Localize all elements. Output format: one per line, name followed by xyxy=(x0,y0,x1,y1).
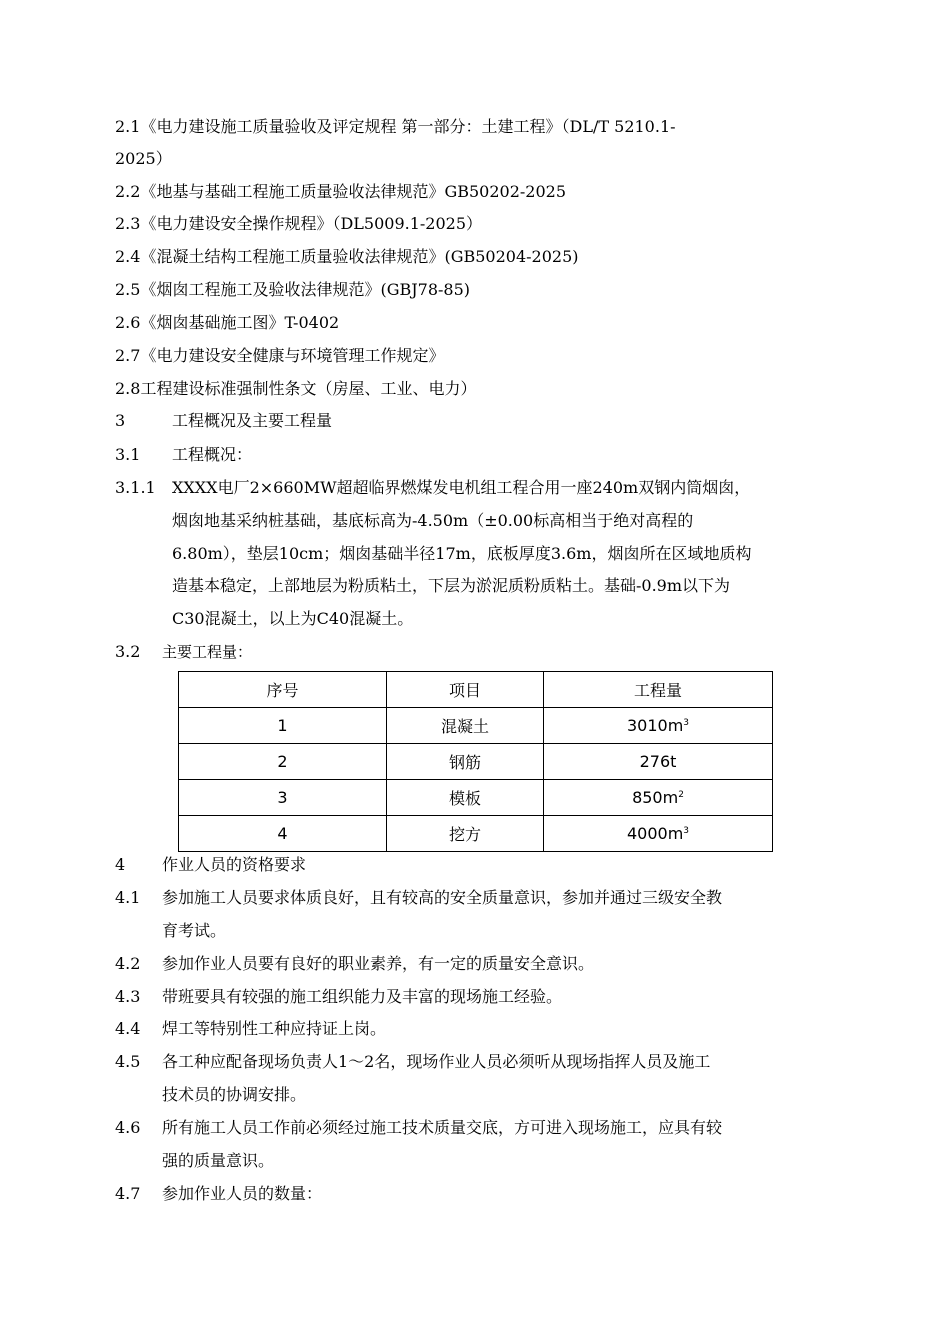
section-4-5-line1: 各工种应配备现场负责人1～2名，现场作业人员必须听从现场指挥人员及施工 xyxy=(162,1052,711,1071)
section-3-1-1-line5: C30混凝土，以上为C40混凝土。 xyxy=(172,609,414,628)
section-3-title: 工程概况及主要工程量 xyxy=(172,411,333,430)
section-3-2-number: 3.2 xyxy=(115,642,141,661)
table-header-row xyxy=(179,672,773,708)
section-3-number: 3 xyxy=(115,411,126,430)
section-4-5-line2: 技术员的协调安排。 xyxy=(162,1085,307,1104)
section-3-2-title: 主要工程量： xyxy=(162,643,253,661)
ref-2-1-line2: 2025） xyxy=(115,149,172,168)
cell-qty xyxy=(544,780,773,816)
qty-value: 3010m xyxy=(626,716,684,735)
section-3-1-number: 3.1 xyxy=(115,445,141,464)
cell-item: 模板 xyxy=(387,780,544,816)
section-4-3-line1: 带班要具有较强的施工组织能力及丰富的现场施工经验。 xyxy=(162,987,563,1006)
section-4-4-number: 4.4 xyxy=(115,1019,141,1038)
section-4-1-line1: 参加施工人员要求体质良好，且有较高的安全质量意识，参加并通过三级安全教 xyxy=(162,888,723,907)
cell-qty xyxy=(544,708,773,744)
section-4-1-number: 4.1 xyxy=(115,888,141,907)
ref-2-6: 2.6《烟囱基础施工图》T-0402 xyxy=(115,313,340,332)
quantity-table xyxy=(178,671,773,852)
ref-2-4: 2.4《混凝土结构工程施工质量验收法律规范》(GB50204-2025) xyxy=(115,247,579,266)
cell-no: 1 xyxy=(179,708,387,744)
qty-value: 4000m xyxy=(626,824,684,843)
cell-no: 3 xyxy=(179,780,387,816)
section-4-5-number: 4.5 xyxy=(115,1052,141,1071)
section-4-2-number: 4.2 xyxy=(115,954,141,973)
section-3-1-1-line2: 烟囱地基采纳桩基础，基底标高为-4.50m（±0.00标高相当于绝对高程的 xyxy=(172,511,694,530)
cell-no: 2 xyxy=(179,744,387,780)
qty-value: 850m xyxy=(632,788,679,807)
cell-no: 4 xyxy=(179,816,387,852)
header-item: 项目 xyxy=(387,672,544,708)
table-row xyxy=(179,780,773,816)
ref-2-2: 2.2《地基与基础工程施工质量验收法律规范》GB50202-2025 xyxy=(115,182,567,201)
ref-2-7: 2.7《电力建设安全健康与环境管理工作规定》 xyxy=(115,346,445,365)
section-4-4-line1: 焊工等特别性工种应持证上岗。 xyxy=(162,1019,387,1038)
header-no: 序号 xyxy=(179,672,387,708)
ref-2-5: 2.5《烟囱工程施工及验收法律规范》(GBJ78-85) xyxy=(115,280,471,299)
section-4-7-line1: 参加作业人员的数量： xyxy=(162,1184,323,1203)
section-4-1-line2: 育考试。 xyxy=(162,921,227,940)
section-4-6-line1: 所有施工人员工作前必须经过施工技术质量交底，方可进入现场施工，应具有较 xyxy=(162,1118,723,1137)
qty-unit-exponent: 3 xyxy=(683,826,690,836)
section-3-1-title: 工程概况： xyxy=(172,445,253,464)
cell-qty xyxy=(544,816,773,852)
section-4-6-number: 4.6 xyxy=(115,1118,141,1137)
section-4-3-number: 4.3 xyxy=(115,987,141,1006)
cell-item: 钢筋 xyxy=(387,744,544,780)
header-qty: 工程量 xyxy=(544,672,773,708)
qty-unit-exponent: 3 xyxy=(683,718,690,728)
qty-value: 276t xyxy=(639,752,677,771)
section-3-1-1-line3: 6.80m），垫层10cm；烟囱基础半径17m，底板厚度3.6m，烟囱所在区域地质构 xyxy=(172,544,752,563)
section-4-6-line2: 强的质量意识。 xyxy=(162,1151,275,1170)
section-4-7-number: 4.7 xyxy=(115,1184,141,1203)
section-4-2-line1: 参加作业人员要有良好的职业素养，有一定的质量安全意识。 xyxy=(162,954,595,973)
ref-2-8: 2.8工程建设标准强制性条文（房屋、工业、电力） xyxy=(115,379,477,398)
ref-2-1-line1: 2.1《电力建设施工质量验收及评定规程 第一部分：土建工程》（DL/T 5210.1- xyxy=(115,117,676,136)
cell-item: 挖方 xyxy=(387,816,544,852)
ref-2-3: 2.3《电力建设安全操作规程》（DL5009.1-2025） xyxy=(115,214,483,233)
table-row xyxy=(179,708,773,744)
section-3-1-1-line4: 造基本稳定，上部地层为粉质粘土，下层为淤泥质粉质粘土。基础-0.9m以下为 xyxy=(172,576,731,595)
cell-item: 混凝土 xyxy=(387,708,544,744)
qty-unit-exponent: 2 xyxy=(678,790,684,800)
section-3-1-1-number: 3.1.1 xyxy=(115,478,156,497)
cell-qty xyxy=(544,744,773,780)
section-3-1-1-line1: XXXX电厂2×660MW超超临界燃煤发电机组工程合用一座240m双钢内筒烟囱， xyxy=(172,478,751,497)
section-4-number: 4 xyxy=(115,855,126,874)
section-4-title: 作业人员的资格要求 xyxy=(162,855,307,874)
table-row xyxy=(179,744,773,780)
table-row xyxy=(179,816,773,852)
